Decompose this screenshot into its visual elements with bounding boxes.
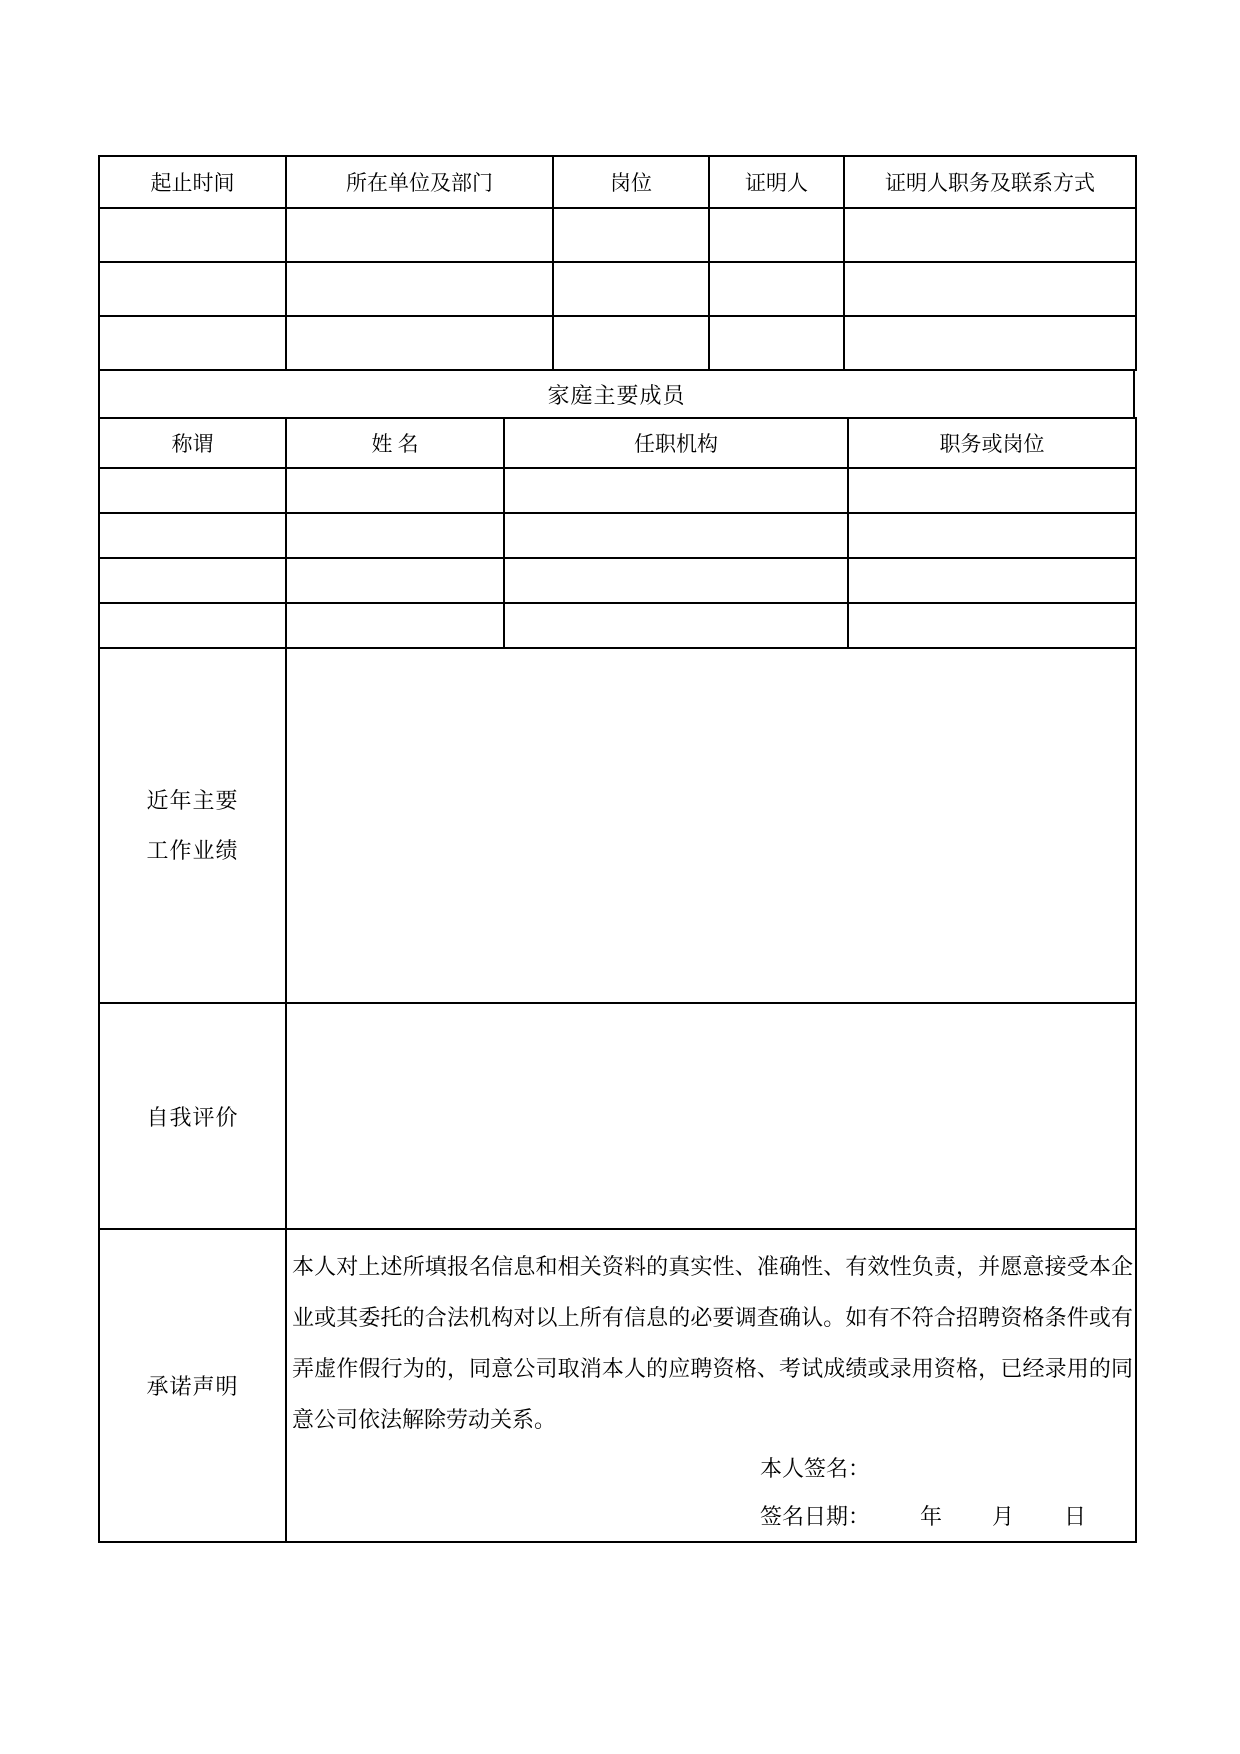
self-evaluation-content-cell xyxy=(286,1003,1136,1229)
family-title-table xyxy=(98,369,1135,419)
signature-label: 本人签名： xyxy=(760,1456,871,1481)
self-evaluation-row xyxy=(99,1003,1136,1229)
empty-cell xyxy=(286,468,504,513)
family-title-row xyxy=(99,370,1134,418)
achievements-label-line1: 近年主要 xyxy=(146,787,239,813)
family-member-row xyxy=(99,468,1136,513)
header-cell-reference-contact: 证明人职务及联系方式 xyxy=(844,156,1136,208)
month-label: 月 xyxy=(992,1504,1015,1529)
empty-cell xyxy=(286,513,504,558)
empty-cell xyxy=(286,316,553,370)
empty-cell xyxy=(504,603,848,648)
work-history-table xyxy=(98,155,1137,371)
empty-cell xyxy=(553,262,709,316)
family-members-table xyxy=(98,417,1137,649)
header-cell-employer-department: 所在单位及部门 xyxy=(286,156,553,208)
summary-table xyxy=(98,647,1137,1543)
header-cell-title-or-post: 职务或岗位 xyxy=(848,418,1136,468)
header-cell-relation: 称谓 xyxy=(99,418,286,468)
family-header-row xyxy=(99,418,1136,468)
header-cell-name: 姓 名 xyxy=(286,418,504,468)
form-document xyxy=(98,155,1135,1543)
family-section-title: 家庭主要成员 xyxy=(99,370,1134,418)
header-cell-reference: 证明人 xyxy=(709,156,844,208)
work-history-row xyxy=(99,262,1136,316)
day-label: 日 xyxy=(1064,1504,1087,1529)
empty-cell xyxy=(709,316,844,370)
empty-cell xyxy=(844,208,1136,262)
achievements-label-line2: 工作业绩 xyxy=(146,837,239,863)
empty-cell xyxy=(99,262,286,316)
achievements-row xyxy=(99,648,1136,1003)
date-label: 签名日期： xyxy=(760,1504,871,1529)
family-member-row xyxy=(99,603,1136,648)
empty-cell xyxy=(848,603,1136,648)
empty-cell xyxy=(99,603,286,648)
achievements-label xyxy=(99,648,286,1003)
empty-cell xyxy=(844,262,1136,316)
commitment-statement: 本人对上述所填报名信息和相关资料的真实性、准确性、有效性负责，并愿意接受本企业或其委托的合法机构对以上所有信息的必要调查确认。如有不符合招聘资格条件或有弄虚作假行为的，同意公司取消本人的应聘资格、考试成绩或录用资格，已经录用的同意公司依法解除劳动关系。 xyxy=(292,1254,1133,1432)
empty-cell xyxy=(286,603,504,648)
work-history-row xyxy=(99,316,1136,370)
empty-cell xyxy=(99,513,286,558)
empty-cell xyxy=(504,468,848,513)
achievements-content-cell xyxy=(286,648,1136,1003)
empty-cell xyxy=(844,316,1136,370)
empty-cell xyxy=(504,558,848,603)
header-cell-position: 岗位 xyxy=(553,156,709,208)
empty-cell xyxy=(504,513,848,558)
signature-date-line xyxy=(292,1493,1133,1541)
empty-cell xyxy=(553,208,709,262)
empty-cell xyxy=(848,468,1136,513)
empty-cell xyxy=(99,468,286,513)
commitment-row xyxy=(99,1229,1136,1542)
empty-cell xyxy=(553,316,709,370)
empty-cell xyxy=(709,262,844,316)
header-cell-organization: 任职机构 xyxy=(504,418,848,468)
commitment-label: 承诺声明 xyxy=(99,1229,286,1542)
family-member-row xyxy=(99,513,1136,558)
signature-line xyxy=(292,1445,1133,1493)
family-member-row xyxy=(99,558,1136,603)
work-history-row xyxy=(99,208,1136,262)
empty-cell xyxy=(286,262,553,316)
empty-cell xyxy=(286,558,504,603)
empty-cell xyxy=(99,558,286,603)
self-evaluation-label: 自我评价 xyxy=(99,1003,286,1229)
empty-cell xyxy=(99,316,286,370)
empty-cell xyxy=(99,208,286,262)
commitment-content-cell xyxy=(286,1229,1136,1542)
empty-cell xyxy=(848,558,1136,603)
work-history-header-row xyxy=(99,156,1136,208)
empty-cell xyxy=(286,208,553,262)
empty-cell xyxy=(709,208,844,262)
empty-cell xyxy=(848,513,1136,558)
header-cell-duration: 起止时间 xyxy=(99,156,286,208)
year-label: 年 xyxy=(920,1504,943,1529)
